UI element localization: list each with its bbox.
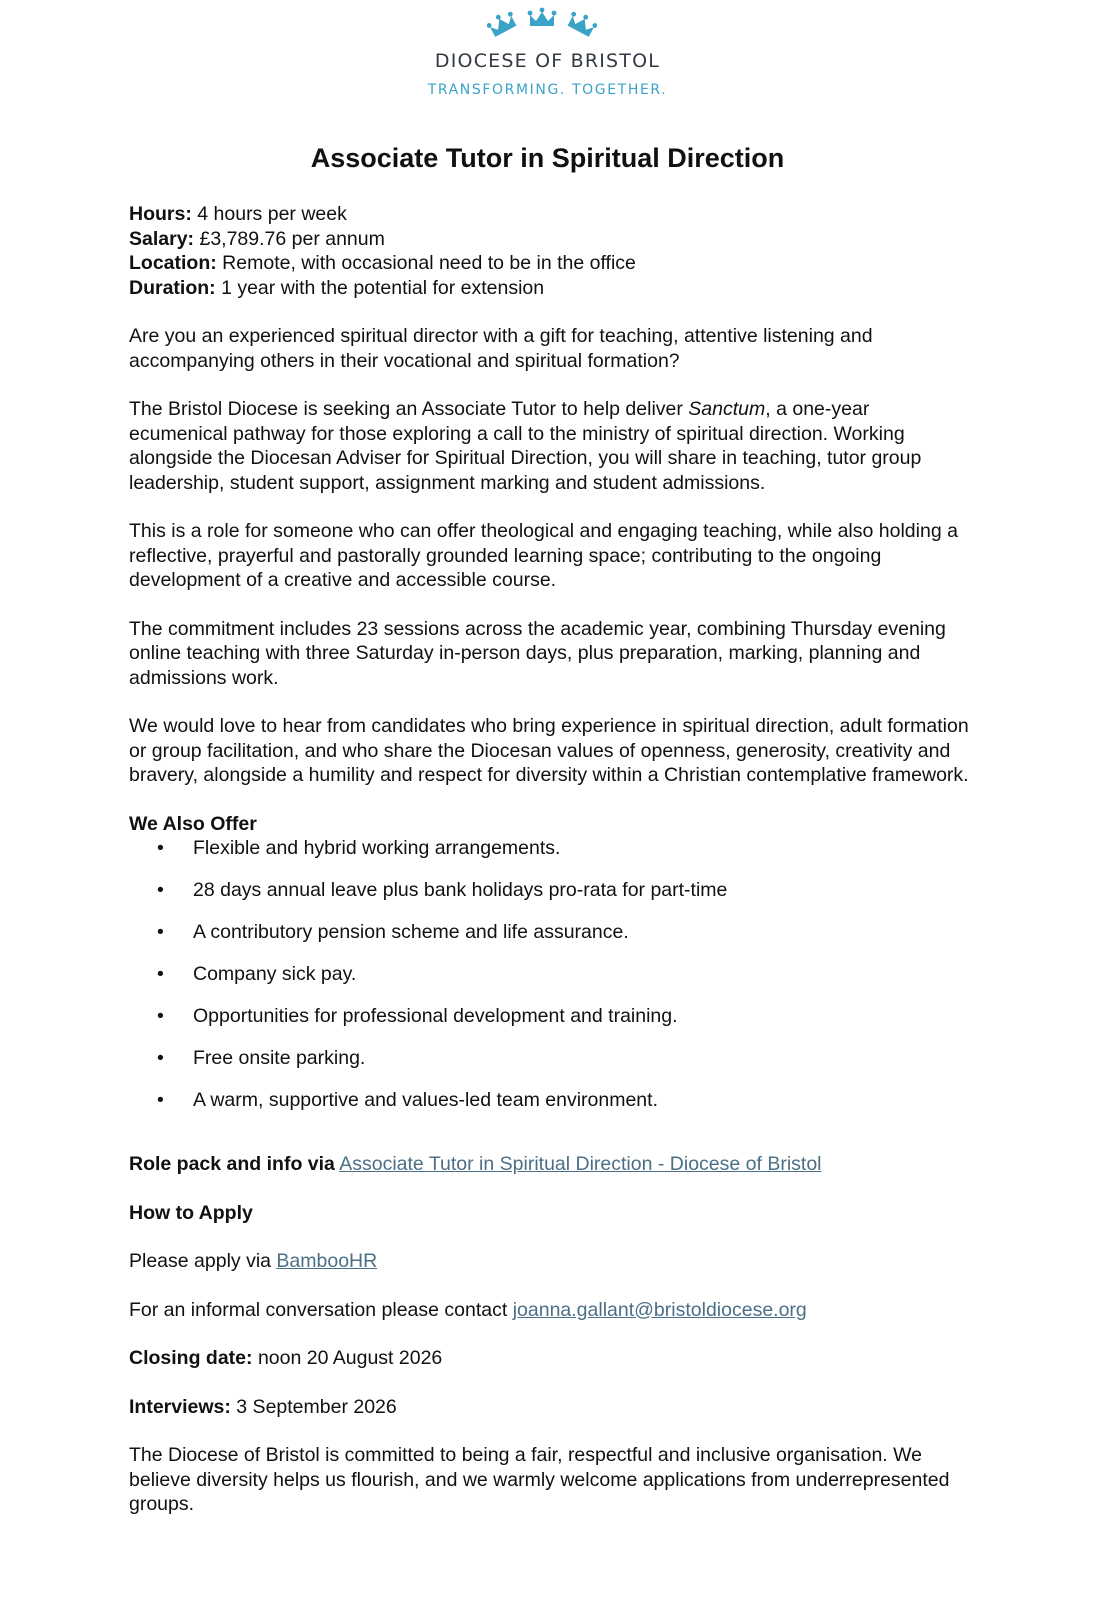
list-item: • A warm, supportive and values-led team environment. xyxy=(129,1088,969,1130)
list-item: • 28 days annual leave plus bank holidays pro-rata for part-time xyxy=(129,878,969,920)
list-item: • Company sick pay. xyxy=(129,962,969,1004)
location-label: Location: xyxy=(129,252,217,274)
sanctum-title: Sanctum xyxy=(688,398,766,420)
hours-value: 4 hours per week xyxy=(197,203,347,225)
contact-email-link[interactable]: joanna.gallant@bristoldiocese.org xyxy=(512,1298,807,1321)
interviews-label: Interviews: xyxy=(129,1395,231,1418)
job-advert-body xyxy=(129,202,969,1541)
diversity-statement: The Diocese of Bristol is committed to being a fair, respectful and inclusive organisation. We believe diversity helps us flourish, and we warmly welcome applications from underrepresented groups. xyxy=(129,1444,950,1515)
closing-value: noon 20 August 2026 xyxy=(257,1347,443,1369)
hours-label: Hours: xyxy=(129,203,192,225)
interviews-line xyxy=(129,1395,969,1420)
salary-label: Salary: xyxy=(129,227,195,250)
contact-line xyxy=(129,1298,969,1323)
salary-value: £3,789.76 per annum xyxy=(199,227,385,250)
salary-line xyxy=(129,227,969,252)
org-name: DIOCESE OF BRISTOL xyxy=(434,50,661,72)
role-pack-line xyxy=(129,1152,969,1177)
candidates-paragraph: We would love to hear from candidates who bring experience in spiritual direction, adult formation or group facilitation, and who share the Diocesan values of openness, generosity, creativity and bravery, alongside a humility and respect for diversity within a Christian contemplative framework. xyxy=(129,715,969,786)
contact-text: For an informal conversation please contact xyxy=(129,1298,513,1321)
logo xyxy=(0,0,1095,110)
location-value: Remote, with occasional need to be in the office xyxy=(222,252,636,274)
hours-line xyxy=(129,202,969,227)
duration-value: 1 year with the potential for extension xyxy=(221,276,545,299)
crowns-icon xyxy=(487,4,597,44)
offer-heading-text: We Also Offer xyxy=(129,812,257,835)
duration-label: Duration: xyxy=(129,276,216,299)
org-tagline: TRANSFORMING. TOGETHER. xyxy=(427,82,668,98)
how-to-apply-text: How to Apply xyxy=(129,1201,253,1224)
teaching-paragraph: This is a role for someone who can offer theological and engaging teaching, while also holding a reflective, prayerful and pastorally grounded learning space; contributing to the ongoing development of a creative and accessible course. xyxy=(129,520,958,591)
closing-date-line xyxy=(129,1346,969,1371)
location-line xyxy=(129,251,969,276)
intro-paragraph: Are you an experienced spiritual director with a gift for teaching, attentive listening and accompanying others in their vocational and spiritual formation? xyxy=(129,325,873,372)
role-paragraph-end: , a one-year ecumenical pathway for those exploring a call to the ministry of spiritual direction. Working alongside the Diocesan Adviser for Spiritual Direction, you will share in teaching, tutor group leadership, student support, assignment marking and student admissions. xyxy=(129,398,922,494)
list-item: • Flexible and hybrid working arrangements. xyxy=(129,836,969,878)
apply-line xyxy=(129,1249,969,1274)
offer-list xyxy=(129,836,969,1130)
list-item: • Free onsite parking. xyxy=(129,1046,969,1088)
duration-line xyxy=(129,276,969,301)
apply-text: Please apply via xyxy=(129,1250,277,1272)
role-pack-label: Role pack and info via xyxy=(129,1153,335,1175)
role-paragraph-start: The Bristol Diocese is seeking an Associate Tutor to help deliver xyxy=(129,398,689,420)
list-item: • Opportunities for professional development and training. xyxy=(129,1004,969,1046)
interviews-value: 3 September 2026 xyxy=(236,1395,397,1418)
bamboohr-link[interactable]: BambooHR xyxy=(276,1250,378,1272)
offer-heading xyxy=(129,812,969,837)
commitment-paragraph: The commitment includes 23 sessions across the academic year, combining Thursday evening online teaching with three Saturday in-person days, plus preparation, marking, planning and admissions work. xyxy=(129,617,946,689)
page-title: Associate Tutor in Spiritual Direction xyxy=(310,143,785,173)
list-item: • A contributory pension scheme and life assurance. xyxy=(129,920,969,962)
role-pack-link[interactable]: Associate Tutor in Spiritual Direction - Diocese of Bristol xyxy=(339,1153,822,1175)
role-paragraph xyxy=(129,397,969,495)
how-to-apply-heading xyxy=(129,1201,969,1226)
closing-label: Closing date: xyxy=(129,1347,253,1369)
